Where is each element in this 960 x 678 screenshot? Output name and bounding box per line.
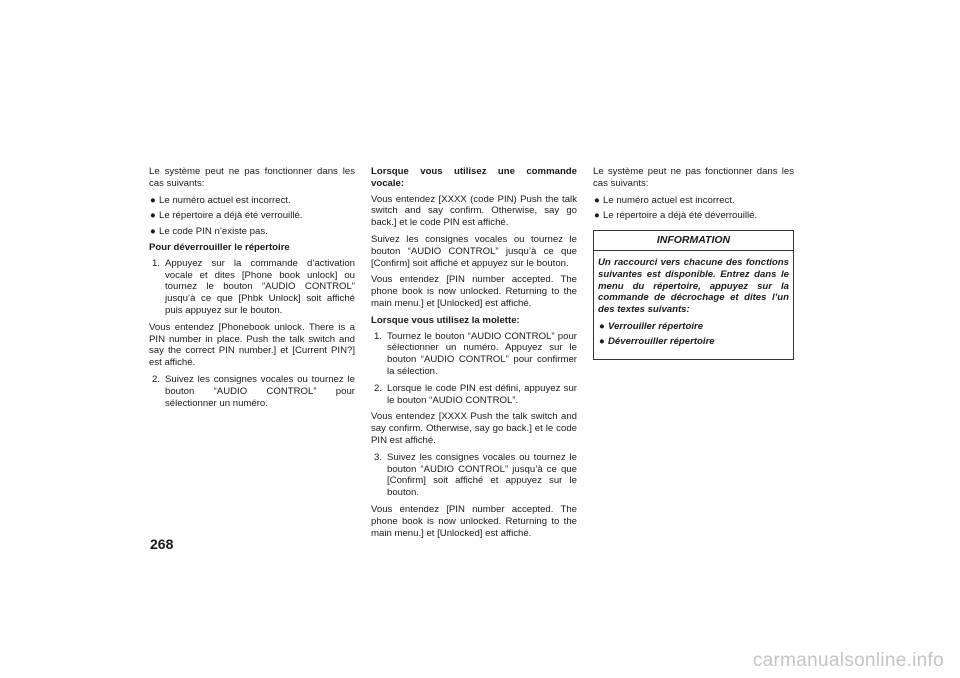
list-item: ● Le numéro actuel est incorrect. <box>150 194 291 206</box>
info-title: INFORMATION <box>594 231 793 251</box>
paragraph: Vous entendez [PIN number accepted. The phone book is now unlocked. Returning to the main menu.] et [Unlocked] est affiché. <box>371 503 577 539</box>
bullet-dot-icon: ● <box>594 210 600 222</box>
bullet-dot-icon: ● <box>150 194 156 206</box>
section-heading: Lorsque vous utilisez une commande vocale: <box>371 166 577 189</box>
bullet-dot-icon: ● <box>594 194 600 206</box>
step-2: 2. Lorsque le code PIN est défini, appuyez sur le bouton “AUDIO CONTROL”. <box>374 382 577 406</box>
step-1: 1. Tournez le bouton “AUDIO CONTROL” pour sélectionner un numéro. Appuyez sur le bouton “AUDIO CONTROL” pour confirmer la sélection. <box>374 330 577 377</box>
section-heading: Pour déverrouiller le répertoire <box>149 241 290 253</box>
step-3: 3. Suivez les consignes vocales ou tournez le bouton “AUDIO CONTROL” jusqu’à ce que [Confirm] soit affiché et appuyez sur le bouton. <box>374 451 577 499</box>
list-item: ● Le code PIN n’existe pas. <box>150 226 268 238</box>
intro-text: Le système peut ne pas fonctionner dans les cas suivants: <box>149 166 355 189</box>
step-1: 1. Appuyez sur la commande d’activation vocale et dites [Phone book unlock] ou tournez le bouton “AUDIO CONTROL” jusqu’à ce que [Phbk Unlock] soit affiché puis appuyez sur le bouton. <box>152 257 355 316</box>
list-item: ● Le répertoire a déjà été déverrouillé. <box>594 210 758 222</box>
info-text: Un raccourci vers chacune des fonctions suivantes est disponible. Entrez dans le menu du répertoire, appuyez sur la commande de décrochage et dites l’un des textes suivants: <box>598 256 789 316</box>
information-box <box>593 230 794 359</box>
watermark: carmanualsonline.info <box>752 650 944 671</box>
paragraph: Vous entendez [Phonebook unlock. There is a PIN number in place. Push the talk switch and say the correct PIN number.] et [Current PIN?] est affiché. <box>149 321 355 369</box>
bullet-dot-icon: ● <box>150 226 156 238</box>
bullet-dot-icon: ● <box>150 210 156 222</box>
list-item: ● Le répertoire a déjà été verrouillé. <box>150 210 303 222</box>
paragraph: Vous entendez [PIN number accepted. The phone book is now unlocked. Returning to the main menu.] et [Unlocked] est affiché. <box>371 274 577 309</box>
column-middle <box>371 166 577 544</box>
step-2: 2. Suivez les consignes vocales ou tournez le bouton “AUDIO CONTROL” pour sélectionner un numéro. <box>152 373 355 409</box>
list-item: ● Déverrouiller répertoire <box>599 335 715 347</box>
intro-text: Le système peut ne pas fonctionner dans les cas suivants: <box>593 166 794 189</box>
column-right <box>593 166 794 360</box>
list-item: ● Le numéro actuel est incorrect. <box>594 194 735 206</box>
section-heading: Lorsque vous utilisez la molette: <box>371 314 520 326</box>
paragraph: Suivez les consignes vocales ou tournez le bouton “AUDIO CONTROL” jusqu’à ce que [Confirm] soit affiché et appuyez sur le bouton. <box>371 233 577 269</box>
column-left <box>149 166 355 414</box>
bullet-dot-icon: ● <box>599 320 605 332</box>
page-number: 268 <box>150 536 174 552</box>
list-item: ● Verrouiller répertoire <box>599 320 704 332</box>
paragraph: Vous entendez [XXXX Push the talk switch and say confirm. Otherwise, say go back.] et le code PIN est affiché. <box>371 411 577 446</box>
bullet-dot-icon: ● <box>599 335 605 347</box>
paragraph: Vous entendez [XXXX (code PIN) Push the talk switch and say confirm. Otherwise, say go back.] et le code PIN est affiché. <box>371 193 577 229</box>
